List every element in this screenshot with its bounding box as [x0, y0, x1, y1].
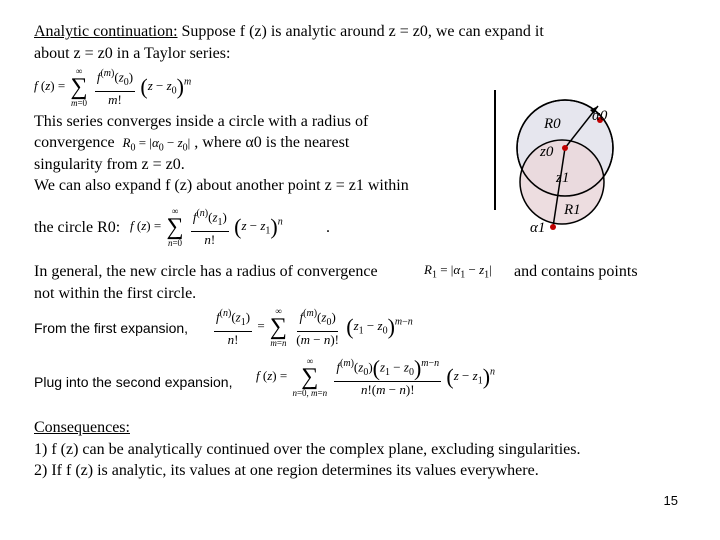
general-line-2: not within the first circle.: [34, 285, 197, 302]
general-line-1b: and contains points: [514, 263, 638, 280]
label-z1: z1: [556, 170, 570, 186]
label-alpha1: α1: [530, 220, 546, 236]
converge-line-4: We can also expand f (z) about another point z = z1 within: [34, 177, 409, 194]
consequences-heading: Consequences:: [34, 419, 130, 436]
continuation-diagram: [480, 90, 650, 250]
label-z0: z0: [540, 144, 554, 160]
converge-line-2: convergence $R_0 = |\alpha_0 - z_0|$ , where α0 is the nearest: [34, 134, 350, 154]
label-r0: R0: [544, 116, 561, 132]
label-alpha0: α0: [592, 108, 608, 124]
converge-line-1: This series converges inside a circle with a radius of: [34, 113, 369, 130]
taylor-series-formula: f (z) = ∞ ∑ m=0 $\frac{f^{(m)}(z_0)}{m!}$ $(z - z_0)^m$: [34, 66, 192, 108]
alpha1-point: [550, 224, 556, 230]
section-heading: Analytic continuation:: [34, 23, 178, 40]
z0-point: [562, 145, 568, 151]
second-expansion-label: Plug into the second expansion,: [34, 374, 233, 390]
combined-expansion-formula: f (z) = ∞ ∑ n=0, m=n $\frac{f^{(m)}(z_0)(z_1 - z_0)^{m-n}}{n!(m - n)!}$ $(z - z_1)^n$: [256, 355, 496, 398]
first-expansion-label: From the first expansion,: [34, 320, 189, 336]
intro-line-1: Analytic continuation: Suppose f (z) is analytic around z = z0, we can expand it: [34, 23, 544, 40]
consequence-item-1: 1) f (z) can be analytically continued over the complex plane, excluding singularities.: [34, 441, 581, 458]
radius-r1-formula: $R_1 = |\alpha_1 - z_1|$: [424, 262, 492, 281]
radius-r0-formula: $R_0 = |\alpha_0 - z_0|$: [122, 135, 191, 154]
converge-line-5: the circle R0:: [34, 219, 121, 236]
page-number: 15: [663, 493, 678, 508]
formula-period: .: [326, 219, 330, 236]
first-expansion-formula: $\frac{f^{(n)}(z_1)}{n!}$ = ∞ ∑ m=n $\frac{f^{(m)}(z_0)}{(m - n)!}$ $(z_1 - z_0)^{m-n}$: [216, 306, 413, 348]
intro-line-2: about z = z0 in a Taylor series:: [34, 45, 231, 62]
general-line-1a: In general, the new circle has a radius of convergence: [34, 263, 378, 280]
converge-line-3: singularity from z = z0.: [34, 156, 185, 173]
consequence-item-2: 2) If f (z) is analytic, its values at one region determines its values everywhere.: [34, 462, 539, 479]
label-r1: R1: [564, 202, 581, 218]
second-expansion-formula: f (z) = ∞ ∑ n=0 $\frac{f^{(n)}(z_1)}{n!}$ $(z - z_1)^n$: [130, 206, 283, 248]
